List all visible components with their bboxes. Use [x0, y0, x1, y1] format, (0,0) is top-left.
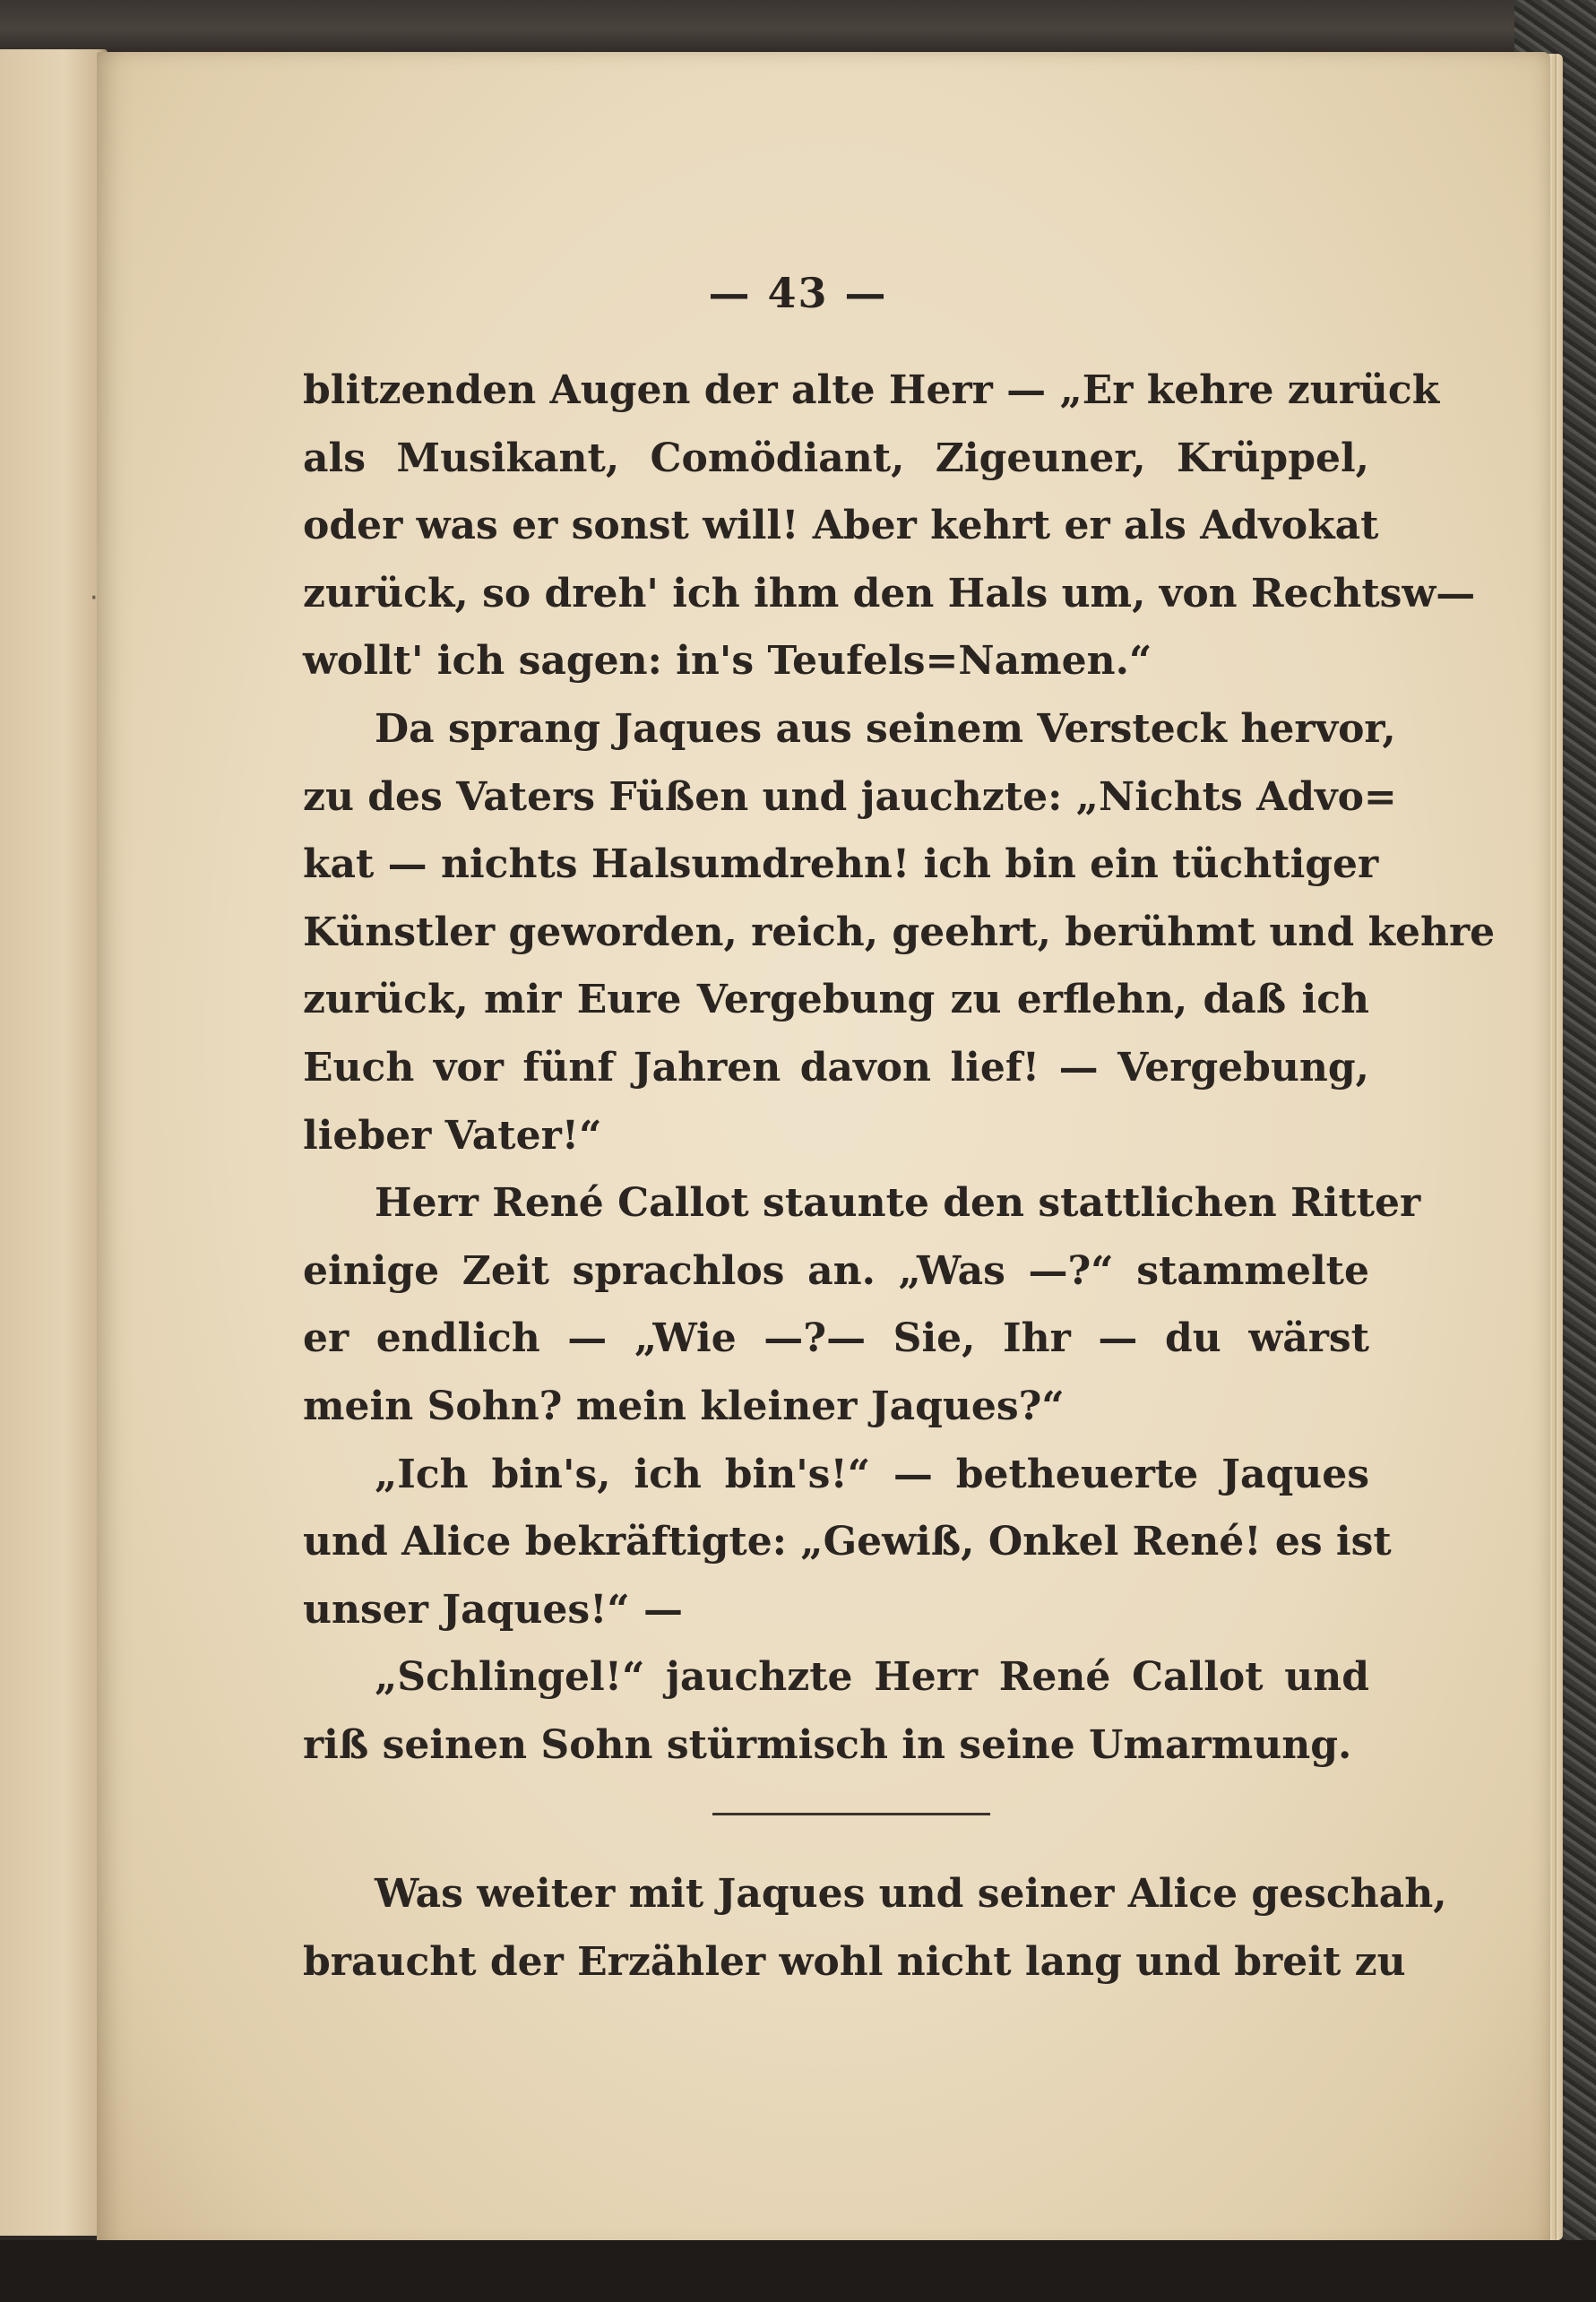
- section-divider-rule: [712, 1813, 990, 1815]
- body-text: [303, 357, 1496, 1779]
- left-page-edge: [0, 49, 108, 2236]
- text-line: als Musikant, Comödiant, Zigeuner, Krüppel,: [303, 435, 1369, 481]
- text-line: lieber Vater!“: [303, 1112, 602, 1159]
- text-line: „Ich bin's, ich bin's!“ — betheuerte Jaques: [375, 1451, 1369, 1497]
- text-line: zu des Vaters Füßen und jauchzte: „Nichts Advo=: [303, 773, 1397, 820]
- text-line: Künstler geworden, reich, geehrt, berühmt und kehre: [303, 909, 1496, 955]
- text-line: Herr René Callot staunte den stattlichen Ritter: [375, 1180, 1421, 1227]
- text-line: unser Jaques!“ —: [303, 1586, 684, 1633]
- text-line: Was weiter mit Jaques und seiner Alice geschah,: [375, 1871, 1447, 1917]
- text-line: riß seinen Sohn stürmisch in seine Umarmung.: [303, 1721, 1352, 1768]
- text-line: und Alice bekräftigte: „Gewiß, Onkel René! es ist: [303, 1519, 1392, 1565]
- text-line: er endlich — „Wie —?— Sie, Ihr — du wärst: [303, 1315, 1369, 1362]
- text-line: „Schlingel!“ jauchzte Herr René Callot und: [375, 1654, 1369, 1701]
- text-line: kat — nichts Halsumdrehn! ich bin ein tüchtiger: [303, 841, 1379, 888]
- text-line: mein Sohn? mein kleiner Jaques?“: [303, 1383, 1065, 1429]
- text-line: einige Zeit sprachlos an. „Was —?“ stammelte: [303, 1247, 1369, 1294]
- text-line: oder was er sonst will! Aber kehrt er als Advokat: [303, 503, 1379, 549]
- text-line: zurück, so dreh' ich ihm den Hals um, von Rechtsw—: [303, 570, 1476, 616]
- margin-mark: ·: [90, 582, 99, 614]
- text-line: blitzenden Augen der alte Herr — „Er kehre zurück: [303, 367, 1440, 413]
- book-cover-top-edge: [0, 0, 1596, 54]
- closing-paragraph: [303, 1860, 1447, 1996]
- text-line: Da sprang Jaques aus seinem Versteck hervor,: [375, 705, 1396, 752]
- text-line: zurück, mir Eure Vergebung zu erflehn, daß ich: [303, 977, 1369, 1023]
- text-line: wollt' ich sagen: in's Teufels=Namen.“: [303, 638, 1152, 685]
- text-line: Euch vor fünf Jahren davon lief! — Vergebung,: [303, 1044, 1369, 1091]
- page-number: — 43 —: [708, 269, 888, 317]
- scan-bottom-border: [0, 2240, 1596, 2302]
- text-line: braucht der Erzähler wohl nicht lang und breit zu: [303, 1938, 1406, 1985]
